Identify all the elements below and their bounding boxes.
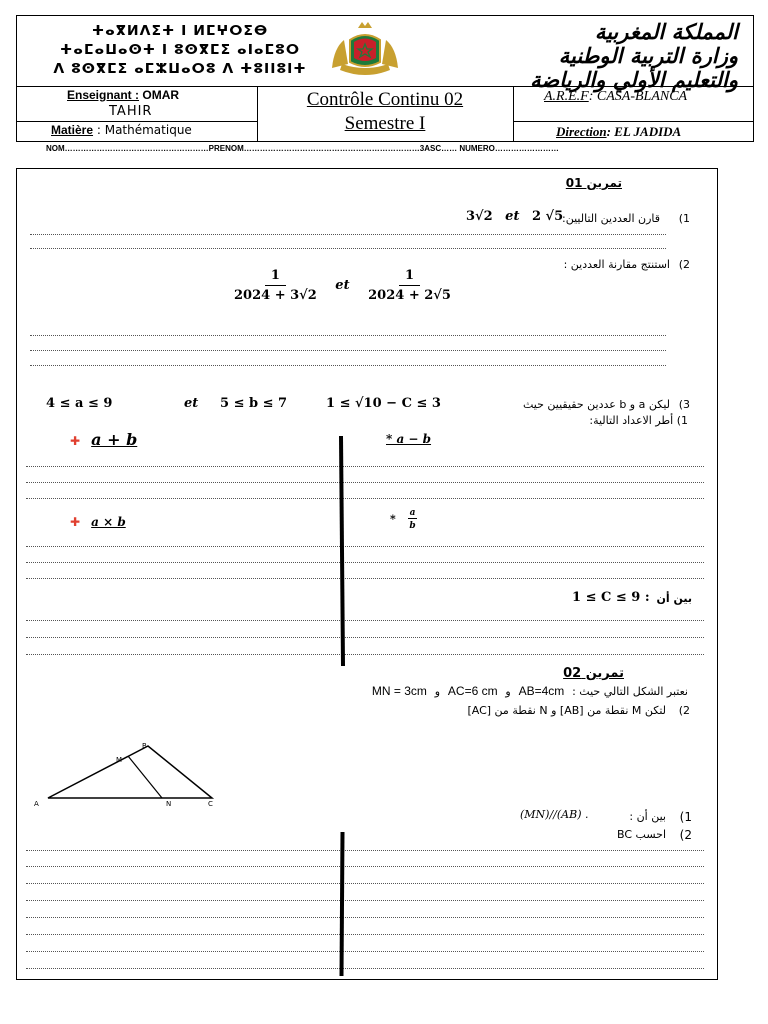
fraction-2 <box>368 268 451 303</box>
arabic-line-1: المملكة المغربية <box>594 19 738 44</box>
direction-value: : EL JADIDA <box>606 124 682 139</box>
answer-line[interactable] <box>30 365 666 366</box>
answer-line[interactable] <box>26 866 704 867</box>
arabic-line-2: وزارة التربية الوطنية <box>558 43 738 68</box>
ex2-ab: AB=4cm <box>518 684 565 698</box>
answer-line[interactable] <box>30 234 666 235</box>
direction-line <box>556 124 681 140</box>
teacher-label: Enseignant : <box>67 88 140 102</box>
cond-et: et <box>184 396 199 411</box>
answer-line[interactable] <box>26 498 704 499</box>
subject-label: Matière <box>51 123 94 137</box>
item-a-over-b-star: * <box>390 512 396 526</box>
ex2-q1-text: بين أن : <box>629 810 666 823</box>
teacher-cell <box>17 87 258 141</box>
answer-line[interactable] <box>26 850 704 851</box>
answer-line[interactable] <box>30 350 666 351</box>
ex2-q2-num: 2) <box>679 828 692 842</box>
a-over-b-numerator: a <box>409 508 416 518</box>
cond-a: 4 ≤ a ≤ 9 <box>46 396 113 411</box>
ex2-q1-math: (MN)//(AB) . <box>520 808 589 821</box>
tifinagh-header <box>40 22 320 79</box>
ex1-q1-math-b: 2 √5 <box>531 209 564 224</box>
ex1-q1-math <box>466 209 563 224</box>
segment-mn <box>128 756 162 798</box>
ex1-q2-text: استنتج مقارنة العددين : <box>563 258 670 271</box>
item-a-plus-b <box>70 430 137 449</box>
teacher-line <box>67 88 179 102</box>
ex1-q2-et: et <box>335 278 350 293</box>
ex2-q1-num: 1) <box>679 810 692 824</box>
ex2-mn: MN = 3cm <box>371 684 427 698</box>
subject-value: : Mathématique <box>96 123 192 137</box>
triangle-figure <box>28 738 224 810</box>
answer-line[interactable] <box>26 900 704 901</box>
ex1-q1-num: 1) <box>678 212 690 225</box>
direction-label: Direction <box>556 124 607 139</box>
triangle-abc <box>48 746 212 798</box>
show-math: 1 ≤ C ≤ 9 : <box>572 590 650 605</box>
ex2-title: تمرين 02 <box>563 666 624 681</box>
ex1-q1-et: et <box>505 209 520 224</box>
aref-cell <box>514 87 753 141</box>
label-m: M <box>116 756 123 764</box>
item-a-plus-b-text: a + b <box>91 430 138 449</box>
plus-icon: ✚ <box>70 434 81 448</box>
answer-line[interactable] <box>26 934 704 935</box>
fraction-1 <box>234 268 317 303</box>
teacher-surname: TAHIR <box>109 104 153 119</box>
ex2-setup-text: لتكن M نقطة من [AB] و N نقطة من [AC] <box>467 704 666 717</box>
tifinagh-line-3: ⴷ ⵓⵙⴳⵎⵉ ⴰⵎⵣⵡⴰⵔⵓ ⴷ ⵜⵓⵏⵏⵓⵏⵜ <box>53 61 307 77</box>
answer-line[interactable] <box>26 654 704 655</box>
cond-b: 5 ≤ b ≤ 7 <box>220 396 288 411</box>
answer-line[interactable] <box>26 637 704 638</box>
fraction-2-denominator: 2024 + 2√5 <box>368 288 451 303</box>
ex2-intro-line <box>370 684 688 698</box>
semester: Semestre I <box>344 113 426 134</box>
ex1-q3-text: ليكن a و b عددين حقيقيين حيث <box>522 398 670 411</box>
answer-line[interactable] <box>30 335 666 336</box>
label-c: C <box>208 800 213 808</box>
item-a-over-b <box>390 508 417 531</box>
answer-line[interactable] <box>26 620 704 621</box>
ex1-title: تمرين 01 <box>565 176 622 190</box>
ex1-q1-text: قارن العددين التاليين: <box>562 212 660 225</box>
item-a-times-b-text: a × b <box>91 515 126 529</box>
arabic-header <box>438 20 738 92</box>
tifinagh-line-1: ⵜⴰⴳⵍⴷⵉⵜ ⵏ ⵍⵎⵖⵔⵉⴱ <box>91 23 269 39</box>
answer-line[interactable] <box>26 951 704 952</box>
ex1-q3-num: 3) <box>678 398 690 411</box>
aref-value: : CASA-BLANCA <box>588 89 688 104</box>
item-a-times-b <box>70 511 126 530</box>
fraction-1-numerator: 1 <box>265 268 286 286</box>
a-over-b-denominator: b <box>409 521 416 531</box>
answer-line[interactable] <box>26 466 704 467</box>
fraction-1-denominator: 2024 + 3√2 <box>234 288 317 303</box>
ex1-q2-num: 2) <box>678 258 690 271</box>
fraction-2-numerator: 1 <box>399 268 420 286</box>
exam-title: Contrôle Continu 02 <box>306 89 464 110</box>
item-a-minus-b: * a − b <box>386 432 432 446</box>
info-table <box>16 86 754 142</box>
label-b: B <box>142 742 147 750</box>
ex1-q3-sub: 1) أطر الاعداد التالية: <box>589 414 688 427</box>
plus-icon: ✚ <box>70 515 81 529</box>
answer-line[interactable] <box>26 917 704 918</box>
answer-line[interactable] <box>26 968 704 969</box>
arabic-line-3: والتعليم الأولي والرياضة <box>530 67 738 92</box>
answer-line[interactable] <box>26 562 704 563</box>
ex2-q2-text: احسب BC <box>616 828 666 841</box>
title-cell <box>257 87 514 141</box>
subject-line <box>51 123 192 137</box>
ex2-setup-num: 2) <box>678 704 690 717</box>
student-info-line: NOM………………………………………………PRENOM…………………………………………………………3ASC…… NUMERO…………………… <box>46 144 559 153</box>
aref-label: A.R.E.F <box>544 89 589 104</box>
a-over-b-fraction <box>408 508 418 531</box>
ex2-and2: و <box>434 685 441 698</box>
ex2-intro: نعتبر الشكل التالي حيث : <box>572 685 688 698</box>
ex2-and1: و <box>505 685 511 698</box>
ex2-ac: AC=6 cm <box>447 684 498 698</box>
teacher-name: OMAR <box>142 88 180 102</box>
tifinagh-line-2: ⵜⴰⵎⴰⵡⴰⵙⵜ ⵏ ⵓⵙⴳⵎⵉ ⴰⵏⴰⵎⵓⵔ <box>60 42 300 58</box>
label-n: N <box>166 800 172 808</box>
show-text: بين أن <box>656 592 692 605</box>
morocco-emblem <box>328 18 402 78</box>
cond-c: 1 ≤ √10 − C ≤ 3 <box>326 396 441 411</box>
ex1-q1-math-a: 3√2 <box>466 209 493 224</box>
ex1-q2-fractions <box>234 268 451 303</box>
aref-line <box>544 89 687 105</box>
answer-line[interactable] <box>26 578 704 579</box>
label-a: A <box>34 800 39 808</box>
answer-line[interactable] <box>26 883 704 884</box>
answer-line[interactable] <box>26 546 704 547</box>
answer-line[interactable] <box>30 248 666 249</box>
answer-line[interactable] <box>26 482 704 483</box>
